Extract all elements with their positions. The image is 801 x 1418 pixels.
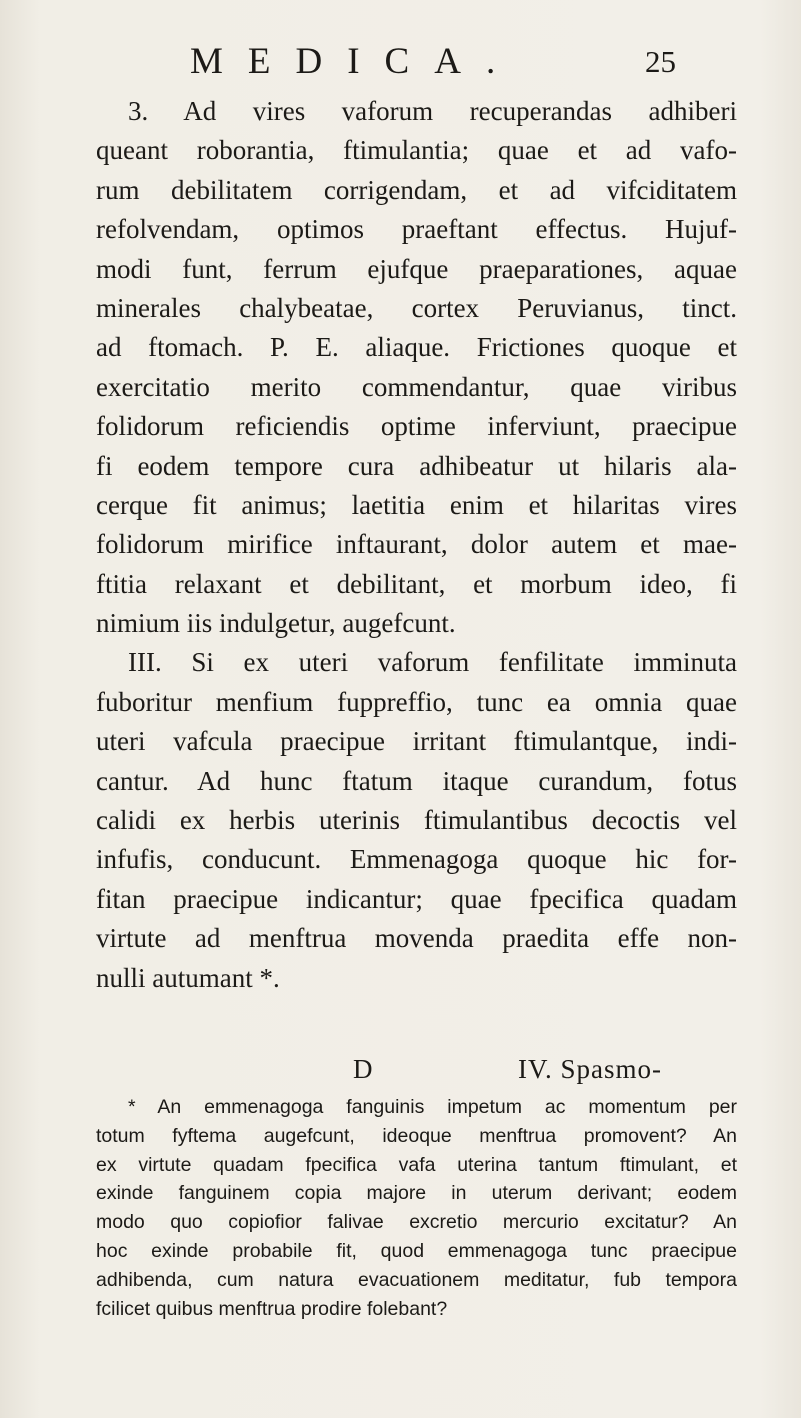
running-title: MEDICA. bbox=[190, 41, 521, 82]
text-line: folidorum mirifice inftaurant, dolor autem et mae- bbox=[96, 529, 737, 560]
main-text-block bbox=[96, 92, 737, 998]
text-line: 3. Ad vires vaforum recuperandas adhiberi bbox=[128, 96, 737, 126]
text-line: cerque fit animus; laetitia enim et hilaritas vires bbox=[96, 489, 737, 520]
text-line: calidi ex herbis uterinis ftimulantibus decoctis vel bbox=[96, 805, 737, 836]
text-line: fitan praecipue indicantur; quae fpecifica quadam bbox=[96, 883, 737, 914]
text-line: virtute ad menftrua movenda praedita effe non- bbox=[96, 923, 737, 954]
text-line: ad ftomach. P. E. aliaque. Frictiones quoque et bbox=[96, 332, 737, 363]
text-line: ftitia relaxant et debilitant, et morbum ideo, fi bbox=[96, 568, 737, 599]
text-line: folidorum reficiendis optime inferviunt, praecipue bbox=[96, 411, 737, 442]
footnote-line: modo quo copiofior falivae excretio mercurio excitatur? An bbox=[96, 1211, 737, 1234]
footnote-line: totum fyftema augefcunt, ideoque menftrua promovent? An bbox=[96, 1124, 737, 1147]
text-line: uteri vafcula praecipue irritant ftimulantque, indi- bbox=[96, 726, 737, 757]
text-line: exercitatio merito commendantur, quae viribus bbox=[96, 371, 737, 402]
footnote-line: hoc exinde probabile fit, quod emmenagoga tunc praecipue bbox=[96, 1239, 737, 1262]
footnote-line: ex virtute quadam fpecifica vafa uterina tantum ftimulant, et bbox=[96, 1153, 737, 1176]
page-number: 25 bbox=[645, 44, 676, 79]
text-line: fi eodem tempore cura adhibeatur ut hilaris ala- bbox=[96, 450, 737, 481]
footnote-block bbox=[96, 1093, 737, 1323]
footnote-line: adhibenda, cum natura evacuationem meditatur, fub tempora bbox=[96, 1268, 737, 1291]
catchword-row bbox=[96, 1050, 737, 1088]
text-line: infufis, conducunt. Emmenagoga quoque hic for- bbox=[96, 844, 737, 875]
text-line: modi funt, ferrum ejufque praeparationes, aquae bbox=[96, 253, 737, 284]
catchword: IV. Spasmo- bbox=[518, 1054, 663, 1084]
text-line: queant roborantia, ftimulantia; quae et ad vafo- bbox=[96, 135, 737, 166]
text-line: minerales chalybeatae, cortex Peruvianus, tinct. bbox=[96, 292, 737, 323]
footnote-line: * An emmenagoga fanguinis impetum ac momentum per bbox=[128, 1096, 737, 1118]
text-line: cantur. Ad hunc ftatum itaque curandum, fotus bbox=[96, 765, 737, 796]
footnote-line: exinde fanguinem copia majore in uterum derivant; eodem bbox=[96, 1182, 737, 1205]
signature-mark: D bbox=[353, 1054, 373, 1084]
text-line: nulli autumant *. bbox=[96, 962, 280, 993]
text-line: rum debilitatem corrigendam, et ad vifciditatem bbox=[96, 174, 737, 205]
text-line: refolvendam, optimos praeftant effectus. Hujuf- bbox=[96, 214, 737, 245]
text-line: fuboritur menfium fuppreffio, tunc ea omnia quae bbox=[96, 686, 737, 717]
text-line: III. Si ex uteri vaforum fenfilitate imminuta bbox=[128, 647, 737, 678]
text-line: nimium iis indulgetur, augefcunt. bbox=[96, 608, 456, 639]
footnote-line: fcilicet quibus menftrua prodire folebant? bbox=[96, 1297, 448, 1320]
